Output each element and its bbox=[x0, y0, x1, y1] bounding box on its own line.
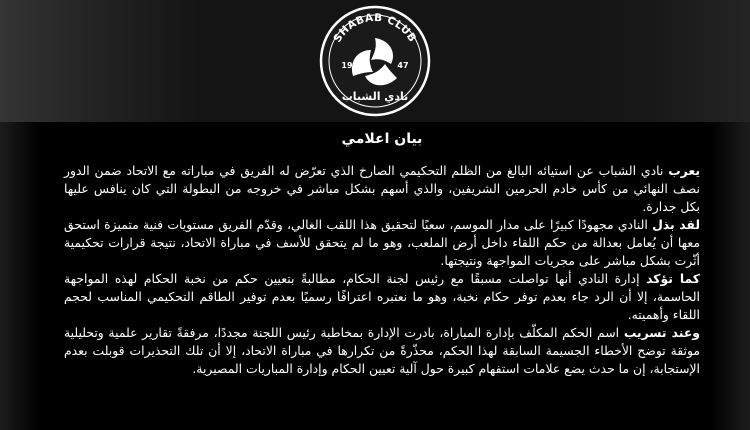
crest-year-right: 47 bbox=[397, 61, 409, 70]
stadium-photo-left bbox=[0, 0, 200, 122]
crest-emblem-icon bbox=[305, 4, 445, 118]
crest-year-left: 19 bbox=[341, 61, 353, 70]
stadium-photo-right bbox=[570, 0, 750, 122]
paragraph-lead: كما تؤكد bbox=[646, 271, 700, 286]
statement-paragraph-3 bbox=[64, 270, 700, 324]
press-statement bbox=[64, 122, 700, 378]
statement-panel bbox=[0, 122, 750, 430]
paragraph-lead: يعرب bbox=[668, 163, 700, 178]
crest-club-name-en: SHABAB CLUB bbox=[331, 11, 419, 45]
side-shade-left bbox=[0, 122, 40, 430]
header-banner bbox=[0, 0, 750, 122]
paragraph-text: نادي الشباب عن استيائه البالغ من الظلم التحكيمي الصارخ الذي تعرّض له الفريق في مباراته مع الاتحاد ضمن الدور نصف النهائي من كأس خادم الحرمين الشريفين، والذي أسهم بشكل مباشر في خروجه من البطولة التي كان ينافس عليها بكل جدارة. bbox=[64, 163, 700, 214]
statement-title: بيان اعلامي bbox=[341, 131, 423, 147]
paragraph-text: اسم الحكم المكلّف بإدارة المباراة، بادرت الإدارة بمخاطبة رئيس اللجنة مجددًا، مرفقةً تقارير علمية وتحليلية موثقة توضح الأخطاء الجسيمة السابقة لهذا الحكم، محذّرةً من تكرارها في مباراة الاتحاد، إلا أن تلك التحذيرات قوبلت بعدم الإستجابة، إن ما حدث يضع علامات استفهام كبيرة حول آلية تعيين الحكام وإدارة المباريات المصيرية. bbox=[64, 325, 700, 376]
statement-paragraph-1 bbox=[64, 162, 700, 216]
statement-paragraph-4 bbox=[64, 324, 700, 378]
paragraph-text: إدارة النادي أنها تواصلت مسبقًا مع رئيس لجنة الحكام، مطالبةً بتعيين حكم من نخبة الحكام لهذه المواجهة الحاسمة، إلا أن الرد جاء بعدم توفر حكام نخبة، وهو ما نعتبره اعترافًا رسميًا بعدم توفير الطاقم التحكيمي المناسب لحجم اللقاء وأهميته. bbox=[64, 271, 700, 322]
statement-paragraph-2 bbox=[64, 216, 700, 270]
paragraph-text: النادي مجهودًا كبيرًا على مدار الموسم، سعيًا لتحقيق هذا اللقب الغالي، وقدّم الفريق مستويات فنية متميزة استحق معها أن يُعامل بعدالة من حكم اللقاء داخل أرض الملعب، وهو ما لم يتحقق للأسف في مباراة الاتحاد، نتيجة قرارات تحكيمية أثّرت بشكل مباشر على مجريات المواجهة ونتيجتها. bbox=[64, 217, 700, 268]
paragraph-lead: لقد بذل bbox=[652, 217, 700, 232]
side-shade-right bbox=[710, 122, 750, 430]
crest-club-name-ar: نادي الشباب bbox=[341, 90, 409, 103]
club-crest-logo bbox=[305, 4, 445, 118]
paragraph-lead: وعند تسريب bbox=[623, 325, 700, 340]
